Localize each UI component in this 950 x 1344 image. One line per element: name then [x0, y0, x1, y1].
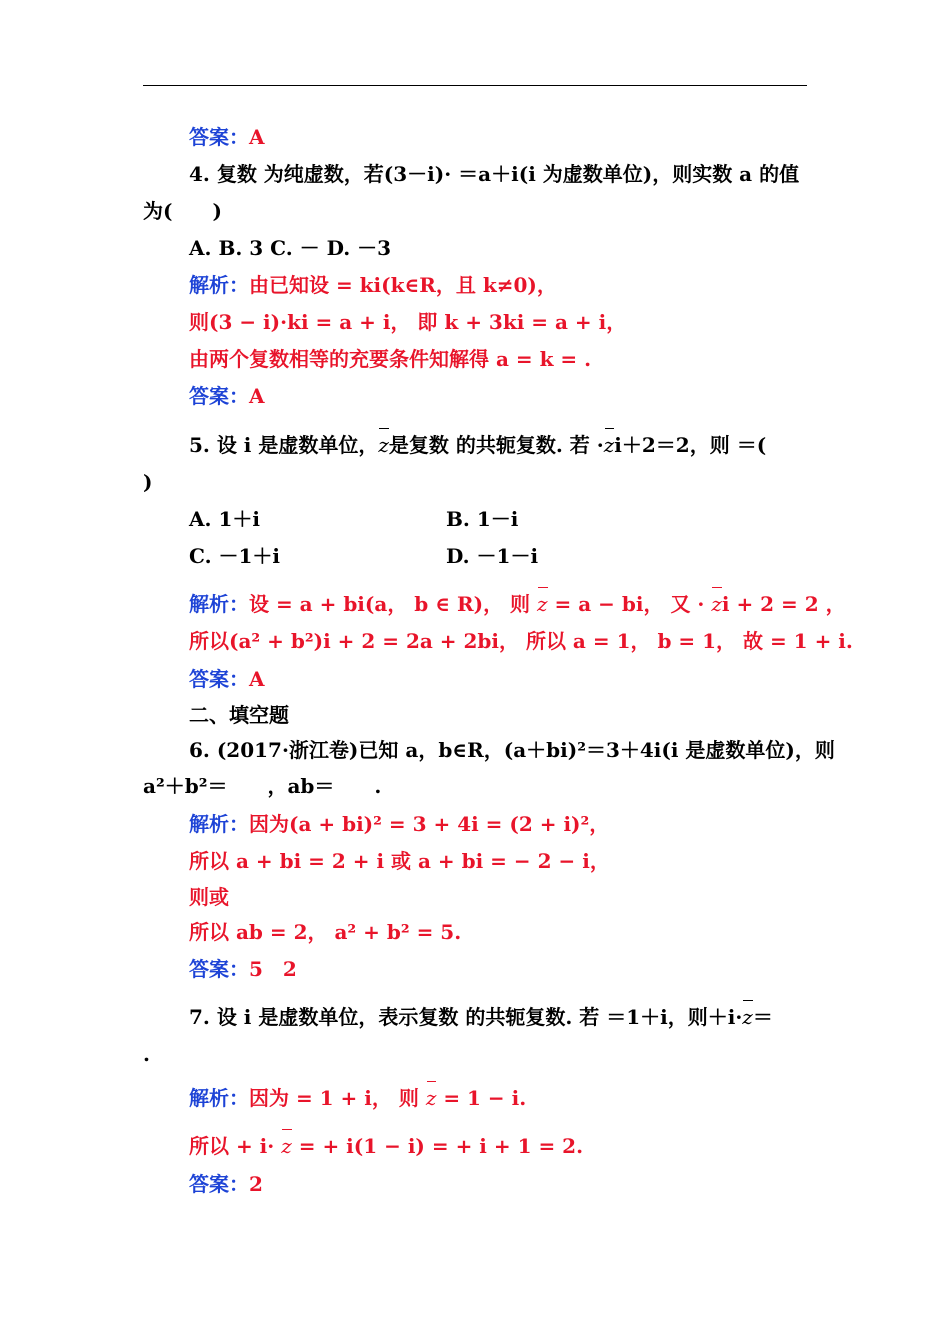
q5-stem-part-a: 5. 设 i 是虚数单位， — [189, 433, 379, 457]
q5-option-d: D. －1－i — [446, 544, 539, 568]
answer-value: A — [249, 384, 265, 408]
analysis-label: 解析： — [189, 273, 249, 297]
answer-label: 答案： — [189, 384, 249, 408]
q7-analysis-part-b: = 1 − i. — [436, 1086, 527, 1110]
section-heading: 二、填空题 — [189, 703, 289, 727]
q7-analysis-part-c: 所以 + i· — [189, 1134, 282, 1158]
q7-analysis-part-a: 因为 = 1 + i， 则 — [249, 1086, 426, 1110]
q5-analysis-line1 — [189, 592, 846, 616]
q4-analysis-line2: 则(3 − i)·ki = a + i， 即 k + 3ki = a + i， — [189, 310, 627, 334]
q4-options: A. B. 3 C. － D. －3 — [189, 236, 392, 260]
q7-answer — [189, 1172, 263, 1196]
q5-stem-part-b: 是复数 的共轭复数. 若 · — [388, 433, 604, 457]
answer-value: A — [249, 125, 265, 149]
q5-option-b: B. 1－i — [446, 507, 519, 531]
analysis-label: 解析： — [189, 812, 249, 836]
q5-analysis-line2: 所以(a² + b²)i + 2 = 2a + 2bi， 所以 a = 1， b = 1， 故 = 1 + i. — [189, 629, 853, 653]
q4-analysis-line1 — [189, 273, 557, 297]
q6-analysis-line2: 所以 a + bi = 2 + i 或 a + bi = − 2 − i， — [189, 849, 610, 873]
conjugate-z-symbol: z — [603, 433, 615, 457]
q3-answer — [189, 125, 265, 149]
answer-value: A — [249, 667, 265, 691]
q7-stem-part-b: ＝ — [752, 1005, 773, 1029]
q5-answer — [189, 667, 265, 691]
q7-stem-line1 — [189, 1005, 773, 1029]
q5-stem-part-c: i＋2＝2，则 ＝( — [614, 433, 767, 457]
answer-value: 5 2 — [249, 957, 297, 981]
q6-analysis-text: 因为(a + bi)² = 3 + 4i = (2 + i)²， — [249, 812, 610, 836]
conjugate-z-symbol: z — [281, 1134, 292, 1158]
analysis-label: 解析： — [189, 1086, 249, 1110]
q6-analysis-line4: 所以 ab = 2， a² + b² = 5. — [189, 920, 462, 944]
answer-label: 答案： — [189, 125, 249, 149]
q5-analysis-part-b: = a − bi， 又 · — [547, 592, 712, 616]
q5-stem-line2: ) — [143, 470, 153, 494]
analysis-label: 解析： — [189, 592, 249, 616]
conjugate-z-symbol: z — [425, 1086, 437, 1110]
conjugate-z-symbol: z — [537, 592, 548, 616]
q4-analysis-text: 由已知设 = ki(k∈R，且 k≠0)， — [249, 273, 557, 297]
q5-option-c: C. －1＋i — [189, 544, 281, 568]
q7-stem-part-a: 7. 设 i 是虚数单位，表示复数 的共轭复数. 若 ＝1＋i，则＋i· — [189, 1005, 743, 1029]
q5-option-a: A. 1＋i — [189, 507, 260, 531]
answer-value: 2 — [249, 1172, 263, 1196]
q7-analysis-part-d: = + i(1 − i) = + i + 1 = 2. — [291, 1134, 584, 1158]
conjugate-z-symbol: z — [378, 433, 389, 457]
q6-analysis-line3: 则或 — [189, 885, 229, 909]
q6-answer — [189, 957, 297, 981]
q6-stem-line2: a²＋b²＝ ，ab＝ . — [143, 774, 382, 798]
q4-stem-line2: 为( ) — [143, 199, 222, 223]
q7-analysis-line1 — [189, 1086, 526, 1110]
answer-label: 答案： — [189, 667, 249, 691]
q6-stem-line1: 6. (2017·浙江卷)已知 a，b∈R，(a＋bi)²＝3＋4i(i 是虚数单位)，则 — [189, 738, 835, 762]
conjugate-z-symbol: z — [711, 592, 722, 616]
answer-label: 答案： — [189, 957, 249, 981]
q4-analysis-line3: 由两个复数相等的充要条件知解得 a = k = . — [189, 347, 592, 371]
q5-analysis-part-c: i + 2 = 2 ， — [721, 592, 846, 616]
q7-stem-line2: . — [143, 1042, 150, 1066]
q6-analysis-line1 — [189, 812, 609, 836]
q4-answer — [189, 384, 265, 408]
conjugate-z-symbol: z — [742, 1005, 753, 1029]
q4-stem-line1: 4. 复数 为纯虚数，若(3－i)· ＝a＋i(i 为虚数单位)，则实数 a 的值 — [189, 162, 800, 186]
q5-analysis-part-a: 设 = a + bi(a， b ∈ R)， 则 — [249, 592, 538, 616]
q5-stem-line1 — [189, 433, 766, 457]
header-rule — [143, 85, 807, 86]
q7-analysis-line2 — [189, 1134, 583, 1158]
answer-label: 答案： — [189, 1172, 249, 1196]
